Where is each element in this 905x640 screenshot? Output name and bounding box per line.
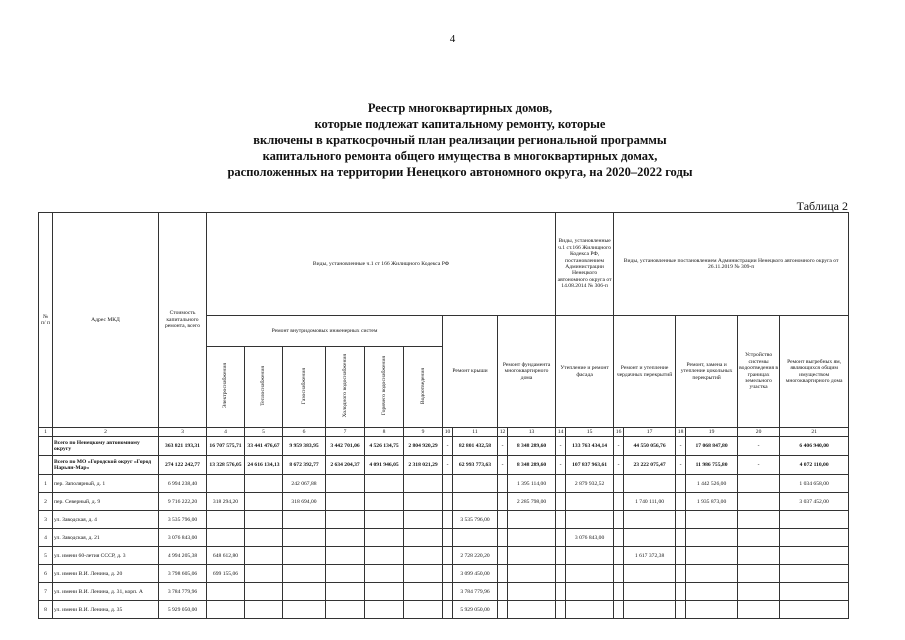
row-cell xyxy=(566,547,614,565)
table-row xyxy=(39,601,849,619)
header-heat-label: Теплоснабжения xyxy=(260,365,267,406)
column-number: 14 xyxy=(556,428,566,437)
title-line: расположенных на территории Ненецкого автономного округа, на 2020–2022 годы xyxy=(227,165,693,179)
column-number: 17 xyxy=(624,428,676,437)
row-cell: 648 612,80 xyxy=(207,547,245,565)
row-cell xyxy=(686,547,738,565)
row-cell xyxy=(283,601,326,619)
row-cell: 3 535 796,00 xyxy=(159,511,207,529)
row-cell: 318 694,00 xyxy=(283,493,326,511)
header-internal-systems: Ремонт внутридомовых инженерных систем xyxy=(207,316,443,347)
row-cell xyxy=(365,493,404,511)
row-cell xyxy=(326,493,365,511)
row-number: 4 xyxy=(39,529,53,547)
column-number: 10 xyxy=(443,428,453,437)
row-cell xyxy=(738,511,780,529)
row-cell: 9 716 222,20 xyxy=(159,493,207,511)
row-cell: 3 798 605,06 xyxy=(159,565,207,583)
column-number: 16 xyxy=(614,428,624,437)
header-gas-label: Газоснабжения xyxy=(300,367,307,404)
row-cell: - xyxy=(443,456,453,475)
row-cell xyxy=(780,511,849,529)
row-cell xyxy=(676,493,686,511)
row-cell xyxy=(207,583,245,601)
title-line: Реестр многоквартирных домов, xyxy=(367,101,553,115)
row-cell xyxy=(245,601,283,619)
row-cell xyxy=(245,493,283,511)
row-cell: 16 707 575,71 xyxy=(207,437,245,456)
row-cell xyxy=(566,601,614,619)
row-cell xyxy=(624,511,676,529)
row-cell: 8 348 289,60 xyxy=(508,437,556,456)
page-number: 4 xyxy=(449,33,456,45)
row-cell xyxy=(443,475,453,493)
row-address: пер. Северный, д. 9 xyxy=(53,493,159,511)
row-cell: - xyxy=(614,437,624,456)
row-cell: 2 879 932,52 xyxy=(566,475,614,493)
row-address: ул. имени В.И. Ленина, д. 31, корп. А xyxy=(53,583,159,601)
column-number: 12 xyxy=(498,428,508,437)
row-cell xyxy=(676,475,686,493)
row-cell xyxy=(556,547,566,565)
row-cell xyxy=(508,565,556,583)
header-toilets: Ремонт выгребных ям, являющихся общим имуществом многоквартирного дома xyxy=(780,316,849,428)
row-cell: - xyxy=(676,437,686,456)
row-cell xyxy=(453,493,498,511)
row-cell xyxy=(566,583,614,601)
header-attic: Ремонт и утепление чердачных перекрытий xyxy=(614,316,676,428)
row-cell xyxy=(566,511,614,529)
row-cell xyxy=(365,601,404,619)
row-cell: 4 994 205,38 xyxy=(159,547,207,565)
row-cell xyxy=(556,529,566,547)
row-cell xyxy=(404,511,443,529)
row-cell: 24 616 134,13 xyxy=(245,456,283,475)
row-address: ул. имени В.И. Ленина, д. 35 xyxy=(53,601,159,619)
row-cell xyxy=(365,565,404,583)
row-cell xyxy=(566,493,614,511)
row-cell xyxy=(326,547,365,565)
row-cell: 3 076 843,00 xyxy=(159,529,207,547)
column-number: 3 xyxy=(159,428,207,437)
row-address: ул. Заводская, д. 4 xyxy=(53,511,159,529)
row-cell: - xyxy=(443,437,453,456)
row-cell: - xyxy=(498,456,508,475)
row-cell xyxy=(566,565,614,583)
row-cell xyxy=(245,475,283,493)
header-cost: Стоимость капитального ремонта, всего xyxy=(159,213,207,428)
row-cell xyxy=(283,583,326,601)
row-number: 2 xyxy=(39,493,53,511)
header-drainage: Устройство системы водоотведения в границах земельного участка xyxy=(738,316,780,428)
row-cell xyxy=(738,493,780,511)
row-cell: 6 406 940,00 xyxy=(780,437,849,456)
header-electric-label: Электроснабжения xyxy=(222,363,229,409)
row-cell xyxy=(443,565,453,583)
row-cell xyxy=(780,583,849,601)
table-row xyxy=(39,583,849,601)
row-cell xyxy=(404,529,443,547)
row-cell xyxy=(556,565,566,583)
row-cell xyxy=(443,547,453,565)
row-cell xyxy=(780,547,849,565)
column-number: 18 xyxy=(676,428,686,437)
row-cell: 3 784 779,96 xyxy=(453,583,498,601)
row-cell xyxy=(498,529,508,547)
row-cell xyxy=(443,583,453,601)
total-row xyxy=(39,456,849,475)
row-cell xyxy=(498,601,508,619)
row-cell xyxy=(738,601,780,619)
header-facade: Утепление и ремонт фасада xyxy=(556,316,614,428)
header-hot-water-label: Горячего водоснабжения xyxy=(380,356,387,416)
header-foundation: Ремонт фундамента многоквартирного дома xyxy=(498,316,556,428)
row-cell: 318 294,20 xyxy=(207,493,245,511)
row-cell xyxy=(245,547,283,565)
document-title xyxy=(150,100,770,180)
row-cell xyxy=(207,511,245,529)
row-cell: 1 034 658,00 xyxy=(780,475,849,493)
row-cell xyxy=(676,583,686,601)
header-cold-water-label: Холодного водоснабжения xyxy=(341,354,348,418)
row-cell: 4 526 134,75 xyxy=(365,437,404,456)
column-number: 7 xyxy=(326,428,365,437)
row-number xyxy=(39,456,53,475)
column-number: 5 xyxy=(245,428,283,437)
column-number: 9 xyxy=(404,428,443,437)
row-cell xyxy=(326,565,365,583)
row-cell xyxy=(443,511,453,529)
row-cell xyxy=(453,475,498,493)
row-cell xyxy=(283,511,326,529)
row-cell xyxy=(498,565,508,583)
table-row xyxy=(39,475,849,493)
row-cell xyxy=(738,547,780,565)
row-cell xyxy=(614,529,624,547)
row-cell xyxy=(404,583,443,601)
table-row xyxy=(39,565,849,583)
row-cell: 4 072 110,00 xyxy=(780,456,849,475)
total-row xyxy=(39,437,849,456)
row-cell: 82 801 432,58 xyxy=(453,437,498,456)
row-cell: 44 550 056,76 xyxy=(624,437,676,456)
row-cell xyxy=(614,583,624,601)
row-cell xyxy=(738,583,780,601)
row-cell xyxy=(676,511,686,529)
table-row xyxy=(39,529,849,547)
row-cell: 2 318 021,29 xyxy=(404,456,443,475)
header-basement: Ремонт, замена и утепление цокольных перекрытий xyxy=(676,316,738,428)
row-cell xyxy=(207,601,245,619)
row-cell: - xyxy=(738,437,780,456)
table-row xyxy=(39,547,849,565)
row-cell: 3 037 452,00 xyxy=(780,493,849,511)
row-cell: 2 634 204,37 xyxy=(326,456,365,475)
row-cell xyxy=(686,565,738,583)
row-cell xyxy=(676,547,686,565)
row-cell xyxy=(508,547,556,565)
row-cell xyxy=(326,511,365,529)
row-cell: 2 804 920,29 xyxy=(404,437,443,456)
row-number: 5 xyxy=(39,547,53,565)
header-roof: Ремонт крыши xyxy=(443,316,498,428)
row-cell xyxy=(508,529,556,547)
row-cell xyxy=(245,565,283,583)
row-cell xyxy=(326,601,365,619)
row-cell xyxy=(245,583,283,601)
header-gas xyxy=(283,347,326,428)
row-cell: 1 442 526,00 xyxy=(686,475,738,493)
row-address: Всего по МО «Городской округ «Город Нарьян-Мар» xyxy=(53,456,159,475)
row-number: 8 xyxy=(39,601,53,619)
row-cell xyxy=(738,565,780,583)
row-cell xyxy=(453,529,498,547)
row-cell xyxy=(614,601,624,619)
row-cell xyxy=(738,475,780,493)
header-group-facade: Виды, установленные ч.1 ст.166 Жилищного Кодекса РФ, постановлением Администрации Ненецкого автономного округа от 14.08.2014 № 306-п xyxy=(556,213,614,316)
row-cell xyxy=(498,493,508,511)
row-cell xyxy=(556,475,566,493)
column-number: 11 xyxy=(453,428,498,437)
row-cell xyxy=(443,601,453,619)
row-cell: 8 672 392,77 xyxy=(283,456,326,475)
row-cell: 1 395 114,00 xyxy=(508,475,556,493)
row-cell: 5 929 050,00 xyxy=(159,601,207,619)
row-cell xyxy=(686,529,738,547)
row-cell xyxy=(780,529,849,547)
row-cell xyxy=(245,529,283,547)
table-row xyxy=(39,493,849,511)
header-group-nao: Виды, установленные постановлением Администрации Ненецкого автономного округа от 26.11.2019 № 309-п xyxy=(614,213,849,316)
row-cell: 3 784 779,96 xyxy=(159,583,207,601)
header-cold-water xyxy=(326,347,365,428)
row-cell: 9 959 383,95 xyxy=(283,437,326,456)
row-cell xyxy=(686,601,738,619)
row-cell xyxy=(624,601,676,619)
row-cell: 8 348 289,60 xyxy=(508,456,556,475)
column-number: 8 xyxy=(365,428,404,437)
row-address: ул. Заводская, д. 21 xyxy=(53,529,159,547)
row-cell: 3 442 701,06 xyxy=(326,437,365,456)
row-cell xyxy=(556,511,566,529)
header-electric xyxy=(207,347,245,428)
row-cell xyxy=(283,547,326,565)
row-cell xyxy=(498,547,508,565)
header-heat xyxy=(245,347,283,428)
row-cell: 23 222 075,47 xyxy=(624,456,676,475)
row-cell xyxy=(508,583,556,601)
row-cell xyxy=(365,529,404,547)
row-cell xyxy=(508,511,556,529)
header-num: № п/ п xyxy=(39,213,53,428)
column-number: 19 xyxy=(686,428,738,437)
row-cell: 62 993 773,63 xyxy=(453,456,498,475)
registry-table xyxy=(38,212,849,619)
row-cell xyxy=(365,547,404,565)
row-cell xyxy=(404,493,443,511)
table-row xyxy=(39,511,849,529)
row-cell xyxy=(404,565,443,583)
row-cell xyxy=(443,493,453,511)
title-line: включены в краткосрочный план реализации региональной программы xyxy=(253,133,667,147)
row-cell xyxy=(326,475,365,493)
row-cell xyxy=(508,601,556,619)
row-cell xyxy=(365,511,404,529)
row-number: 3 xyxy=(39,511,53,529)
column-number: 2 xyxy=(53,428,159,437)
row-cell xyxy=(780,601,849,619)
row-cell xyxy=(404,547,443,565)
row-cell: 3 099 450,00 xyxy=(453,565,498,583)
row-cell: - xyxy=(614,456,624,475)
row-cell xyxy=(686,583,738,601)
row-cell: 5 929 050,00 xyxy=(453,601,498,619)
row-cell xyxy=(624,529,676,547)
row-cell xyxy=(614,493,624,511)
row-number: 7 xyxy=(39,583,53,601)
row-cell: 3 535 796,00 xyxy=(453,511,498,529)
row-cell xyxy=(614,565,624,583)
row-cell xyxy=(283,565,326,583)
row-number xyxy=(39,437,53,456)
row-cell xyxy=(326,529,365,547)
row-cell xyxy=(326,583,365,601)
column-number: 6 xyxy=(283,428,326,437)
row-cell: 33 441 476,67 xyxy=(245,437,283,456)
row-cell xyxy=(624,475,676,493)
row-cell xyxy=(676,601,686,619)
row-cell xyxy=(498,583,508,601)
row-cell xyxy=(443,529,453,547)
row-cell xyxy=(624,565,676,583)
row-cell: 1 617 372,38 xyxy=(624,547,676,565)
row-cell xyxy=(556,583,566,601)
row-cell: 242 067,88 xyxy=(283,475,326,493)
row-cell: 133 763 434,14 xyxy=(566,437,614,456)
row-cell: 13 328 576,05 xyxy=(207,456,245,475)
header-hot-water xyxy=(365,347,404,428)
row-cell xyxy=(404,601,443,619)
row-cell xyxy=(614,511,624,529)
title-line: капитального ремонта общего имущества в многоквартирных домах, xyxy=(262,149,658,163)
row-cell: - xyxy=(498,437,508,456)
row-number: 6 xyxy=(39,565,53,583)
row-cell: - xyxy=(738,456,780,475)
row-cell: 363 821 193,31 xyxy=(159,437,207,456)
row-cell: 17 068 847,80 xyxy=(686,437,738,456)
row-address: пер. Заполярный, д. 1 xyxy=(53,475,159,493)
row-cell: 3 076 843,00 xyxy=(566,529,614,547)
row-cell: 274 122 242,77 xyxy=(159,456,207,475)
column-number: 13 xyxy=(508,428,556,437)
row-cell xyxy=(676,565,686,583)
column-number-row xyxy=(39,428,849,437)
row-cell: - xyxy=(556,437,566,456)
row-cell: 1 935 873,00 xyxy=(686,493,738,511)
row-cell: - xyxy=(556,456,566,475)
row-cell xyxy=(283,529,326,547)
header-address: Адрес МКД xyxy=(53,213,159,428)
row-cell xyxy=(686,511,738,529)
row-address: ул. имени В.И. Ленина, д. 20 xyxy=(53,565,159,583)
row-cell xyxy=(676,529,686,547)
row-cell: 2 728 220,20 xyxy=(453,547,498,565)
column-number: 21 xyxy=(780,428,849,437)
row-cell xyxy=(780,565,849,583)
row-cell: 4 091 946,05 xyxy=(365,456,404,475)
row-cell: 1 740 111,00 xyxy=(624,493,676,511)
row-cell xyxy=(556,601,566,619)
row-cell xyxy=(365,475,404,493)
row-number: 1 xyxy=(39,475,53,493)
row-cell: 2 285 798,00 xyxy=(508,493,556,511)
row-cell xyxy=(614,475,624,493)
column-number: 4 xyxy=(207,428,245,437)
column-number: 20 xyxy=(738,428,780,437)
column-number: 15 xyxy=(566,428,614,437)
row-cell xyxy=(207,529,245,547)
header-sewer-label: Водоотведения xyxy=(419,367,426,404)
row-cell xyxy=(498,511,508,529)
row-cell xyxy=(556,493,566,511)
row-cell xyxy=(365,583,404,601)
header-sewer xyxy=(404,347,443,428)
title-line: которые подлежат капитальному ремонту, которые xyxy=(314,117,606,131)
column-number: 1 xyxy=(39,428,53,437)
row-address: ул. имени 60-летия СССР, д. 3 xyxy=(53,547,159,565)
row-cell: 6 994 238,40 xyxy=(159,475,207,493)
header-group-art166: Виды, установленные ч.1 ст 166 Жилищного Кодекса РФ xyxy=(207,213,556,316)
row-address: Всего по Ненецкому автономному округу xyxy=(53,437,159,456)
row-cell xyxy=(207,475,245,493)
row-cell xyxy=(614,547,624,565)
table-label: Таблица 2 xyxy=(796,199,848,213)
row-cell: 11 986 755,80 xyxy=(686,456,738,475)
row-cell: 107 837 963,61 xyxy=(566,456,614,475)
row-cell xyxy=(404,475,443,493)
row-cell xyxy=(245,511,283,529)
row-cell: - xyxy=(676,456,686,475)
row-cell xyxy=(738,529,780,547)
row-cell: 699 155,06 xyxy=(207,565,245,583)
row-cell xyxy=(624,583,676,601)
row-cell xyxy=(498,475,508,493)
